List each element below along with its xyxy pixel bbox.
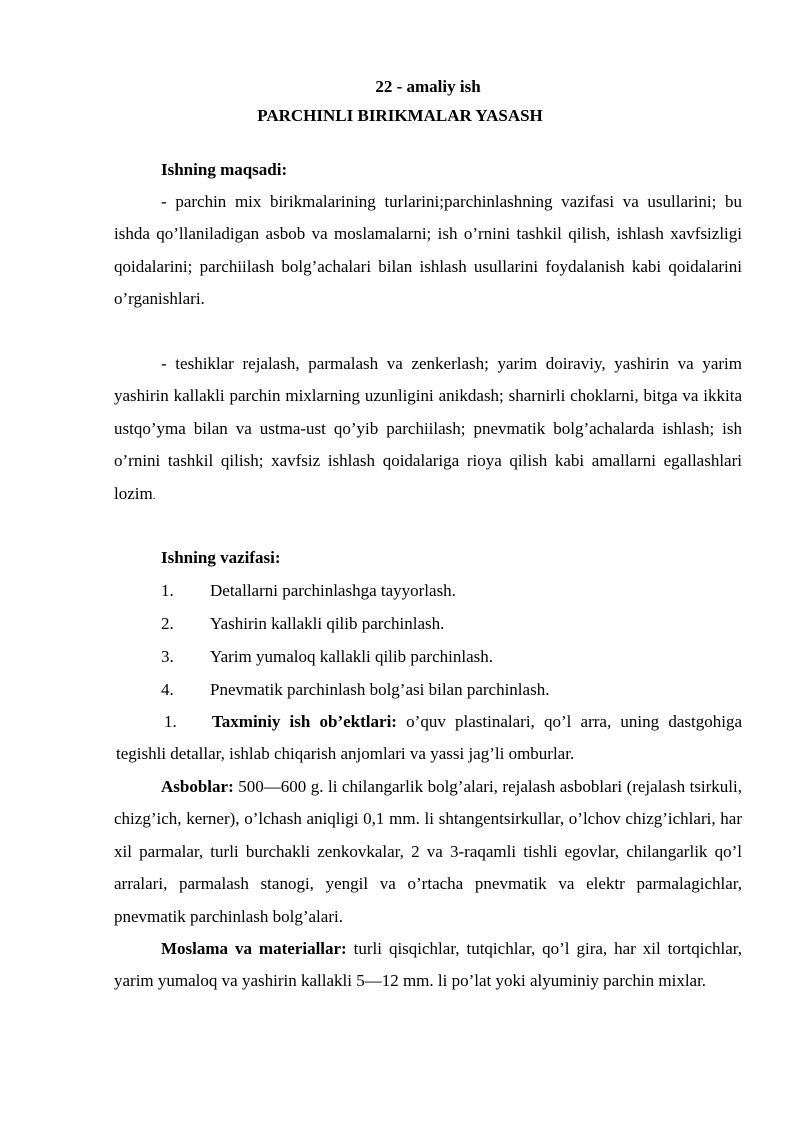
objects-block <box>116 706 742 771</box>
aim-paragraph-1-block <box>114 186 742 316</box>
task-item-number: 1. <box>161 581 174 600</box>
task-item-text: Yashirin kallakli qilib parchinlash. <box>210 614 445 633</box>
work-number-title: 22 - amaliy ish <box>375 77 481 96</box>
materials-block <box>114 933 742 998</box>
aim-paragraph-1: - parchin mix birikmalarining turlarini;parchinlashning vazifasi va usullarini; bu ishda qo’llaniladigan asbob va moslamalarni; ish o’rnini tashkil qilish, ishlash xavfsizligi qoidalarini; parchiilash bolg’achalari bilan ishlash usullarini foydalanish kabi qoidalarini o’rganishlari. <box>114 192 742 309</box>
task-item <box>161 614 761 634</box>
task-item <box>161 680 761 700</box>
task-item-text: Yarim yumaloq kallakli qilib parchinlash. <box>210 647 493 666</box>
objects-label: Taxminiy ish ob’ektlari: <box>212 712 397 731</box>
tools-label: Asboblar: <box>161 777 234 796</box>
materials-text: turli qisqichlar, tutqichlar, qo’l gira, har xil tortqichlar, yarim yumaloq va yashirin kallakli 5—12 mm. li po’lat yoki alyuminiy parchin mixlar. <box>114 939 742 991</box>
tools-text: 500—600 g. li chilangarlik bolg’alari, rejalash asboblari (rejalash tsirkuli, chizg’ich, kerner), o’lchash aniqligi 0,1 mm. li shtangentsirkullar, o’lchov chizg’ichlari, har xil parmalar, turli burchakli zenkovkalar, 2 va 3-raqamli tishli egovlar, chilangarlik qo’l arralari, parmalash stanogi, yengil va o’rtacha pnevmatik va elektr parmalagichlar, pnevmatik parchinlash bolg’alari. <box>114 777 742 926</box>
aim-heading: Ishning maqsadi: <box>161 160 288 179</box>
tools-paragraph <box>114 771 742 933</box>
aim-paragraph-2 <box>114 348 742 512</box>
task-item-number: 2. <box>161 614 174 633</box>
work-main-title: PARCHINLI BIRIKMALAR YASASH <box>257 106 543 125</box>
objects-number: 1. <box>164 712 177 731</box>
materials-paragraph <box>114 933 742 998</box>
aim-paragraph-2-end: . <box>152 489 156 502</box>
task-item <box>161 647 761 667</box>
aim-paragraph-2-block <box>114 348 742 512</box>
task-item-number: 3. <box>161 647 174 666</box>
aim-paragraph-2-text: - teshiklar rejalash, parmalash va zenkerlash; yarim doiraviy, yashirin va yarim yashirin kallakli parchin mixlarning uzunligini anikdash; sharnirli choklarni, bitga va ikkita ustqo’yma bilan va ustma-ust qo’yib parchiilash; pnevmatik bolg’achalarda ishlash; ish o’rnini tashkil qilish; xavfsiz ishlash qoidalariga rioya qilish kabi amallarni egallashlari lozim <box>114 354 742 503</box>
task-item-text: Pnevmatik parchinlash bolg’asi bilan parchinlash. <box>210 680 550 699</box>
tools-block <box>114 771 742 933</box>
task-item <box>161 581 761 601</box>
objects-paragraph <box>116 706 742 771</box>
tasks-heading: Ishning vazifasi: <box>161 548 281 567</box>
objects-text: o’quv plastinalari, qo’l arra, uning dastgohiga tegishli detallar, ishlab chiqarish anjomlari va yassi jag’li omburlar. <box>116 712 742 764</box>
materials-label: Moslama va materiallar: <box>161 939 347 958</box>
task-item-text: Detallarni parchinlashga tayyorlash. <box>210 581 456 600</box>
task-item-number: 4. <box>161 680 174 699</box>
